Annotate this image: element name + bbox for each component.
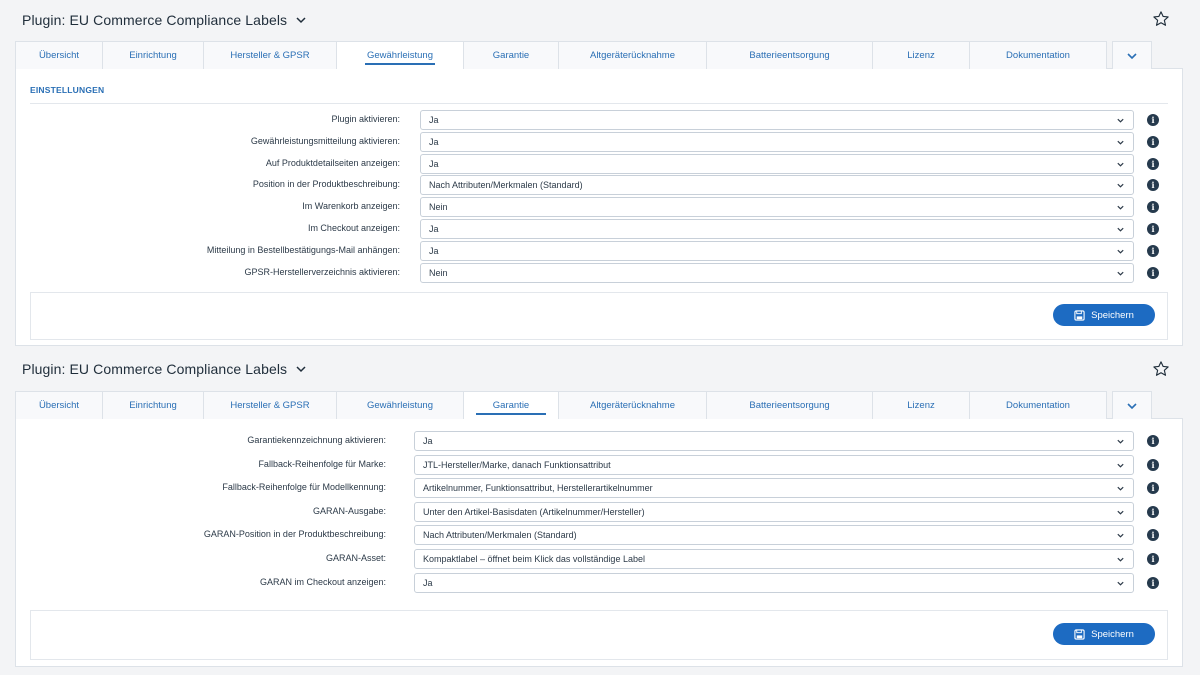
setting-label: GARAN-Position in der Produktbeschreibung: xyxy=(203,529,386,540)
info-icon[interactable]: i xyxy=(1147,114,1159,126)
tab-lizenz[interactable]: Lizenz xyxy=(872,391,970,419)
plugin-title: Plugin: EU Commerce Compliance Labels xyxy=(22,12,288,28)
tab-hersteller-gpsr[interactable]: Hersteller & GPSR xyxy=(203,391,337,419)
chevron-down-icon xyxy=(1116,160,1125,169)
setting-select[interactable] xyxy=(414,549,1134,569)
setting-value: Ja xyxy=(429,158,439,169)
setting-label: Im Checkout anzeigen: xyxy=(307,223,400,233)
setting-row xyxy=(0,263,1200,283)
tab-lizenz[interactable]: Lizenz xyxy=(872,41,970,69)
tab-bar-1 xyxy=(15,41,1183,69)
tab-hersteller-gpsr[interactable]: Hersteller & GPSR xyxy=(203,41,337,69)
info-icon[interactable]: i xyxy=(1147,158,1159,170)
chevron-down-icon xyxy=(1126,50,1138,62)
setting-row xyxy=(0,219,1200,239)
setting-value: Kompaktlabel – öffnet beim Klick das vollständige Label xyxy=(423,554,645,564)
setting-row xyxy=(0,431,1200,451)
chevron-down-icon xyxy=(1116,579,1125,588)
save-button-label: Speichern xyxy=(1091,309,1134,321)
setting-select[interactable] xyxy=(414,431,1134,451)
setting-value: JTL-Hersteller/Marke, danach Funktionsattribut xyxy=(423,459,611,470)
setting-label: Mitteilung in Bestellbestätigungs-Mail anhängen: xyxy=(206,244,400,255)
setting-select[interactable] xyxy=(420,219,1134,239)
setting-select[interactable] xyxy=(420,175,1134,195)
setting-row xyxy=(0,154,1200,174)
footer-box-2 xyxy=(30,610,1168,660)
tabs-more-button[interactable] xyxy=(1112,41,1152,69)
setting-label: Gewährleistungsmitteilung aktivieren: xyxy=(250,135,400,146)
setting-label: Auf Produktdetailseiten anzeigen: xyxy=(265,157,400,168)
tab-altgeraeteruecknahme[interactable]: Altgeräterücknahme xyxy=(558,391,707,419)
setting-row xyxy=(0,132,1200,152)
setting-select[interactable] xyxy=(420,110,1134,130)
tab-garantie[interactable]: Garantie xyxy=(463,41,559,69)
setting-label: GPSR-Herstellerverzeichnis aktivieren: xyxy=(244,266,400,277)
chevron-down-icon xyxy=(1126,400,1138,412)
setting-row xyxy=(0,549,1200,569)
setting-row xyxy=(0,197,1200,217)
setting-select[interactable] xyxy=(420,197,1134,217)
setting-value: Nach Attributen/Merkmalen (Standard) xyxy=(429,180,583,191)
tab-batterieentsorgung[interactable]: Batterieentsorgung xyxy=(706,391,873,419)
info-icon[interactable]: i xyxy=(1147,435,1159,447)
setting-value: Nein xyxy=(429,267,448,278)
setting-select[interactable] xyxy=(420,263,1134,283)
chevron-down-icon xyxy=(1116,247,1125,256)
info-icon[interactable]: i xyxy=(1147,267,1159,279)
save-icon xyxy=(1074,629,1085,640)
info-icon[interactable]: i xyxy=(1147,459,1159,471)
tab-uebersicht[interactable]: Übersicht xyxy=(15,391,103,419)
tab-altgeraeteruecknahme[interactable]: Altgeräterücknahme xyxy=(558,41,707,69)
setting-value: Nach Attributen/Merkmalen (Standard) xyxy=(423,530,577,541)
save-button[interactable] xyxy=(1053,623,1155,645)
setting-select[interactable] xyxy=(414,502,1134,522)
setting-value: Ja xyxy=(429,224,439,234)
info-icon[interactable]: i xyxy=(1147,529,1159,541)
setting-row xyxy=(0,573,1200,593)
setting-label: Plugin aktivieren: xyxy=(331,114,400,124)
info-icon[interactable]: i xyxy=(1147,245,1159,257)
setting-value: Ja xyxy=(429,136,439,147)
setting-select[interactable] xyxy=(414,525,1134,545)
setting-select[interactable] xyxy=(420,132,1134,152)
setting-label: Garantiekennzeichnung aktivieren: xyxy=(247,435,386,445)
setting-value: Ja xyxy=(423,436,433,446)
tab-uebersicht[interactable]: Übersicht xyxy=(15,41,103,69)
chevron-down-icon xyxy=(1116,508,1125,517)
chevron-down-icon xyxy=(1116,484,1125,493)
tab-batterieentsorgung[interactable]: Batterieentsorgung xyxy=(706,41,873,69)
chevron-down-icon xyxy=(1116,225,1125,234)
plugin-title: Plugin: EU Commerce Compliance Labels xyxy=(22,361,288,377)
setting-select[interactable] xyxy=(420,241,1134,261)
chevron-down-icon xyxy=(1116,181,1125,190)
plugin-header-2[interactable] xyxy=(22,358,307,380)
setting-label: Im Warenkorb anzeigen: xyxy=(302,201,400,212)
setting-value: Artikelnummer, Funktionsattribut, Herstellerartikelnummer xyxy=(423,483,653,494)
setting-select[interactable] xyxy=(414,455,1134,475)
setting-value: Ja xyxy=(429,245,439,256)
chevron-down-icon xyxy=(1116,461,1125,470)
tab-gewaehrleistung[interactable]: Gewährleistung xyxy=(336,391,464,419)
chevron-down-icon xyxy=(1116,531,1125,540)
plugin-header-1[interactable] xyxy=(22,9,307,31)
setting-row xyxy=(0,175,1200,195)
info-icon[interactable]: i xyxy=(1147,223,1159,235)
setting-row xyxy=(0,110,1200,130)
chevron-down-icon[interactable] xyxy=(295,14,307,26)
save-button-label: Speichern xyxy=(1091,628,1134,640)
setting-row xyxy=(0,455,1200,475)
setting-label: Fallback-Reihenfolge für Marke: xyxy=(258,458,386,469)
setting-label: Position in der Produktbeschreibung: xyxy=(252,179,400,190)
info-icon[interactable]: i xyxy=(1147,506,1159,518)
setting-label: GARAN-Ausgabe: xyxy=(312,505,386,516)
star-icon[interactable] xyxy=(1152,360,1170,378)
setting-label: GARAN im Checkout anzeigen: xyxy=(259,576,386,587)
chevron-down-icon xyxy=(1116,437,1125,446)
tab-dokumentation[interactable]: Dokumentation xyxy=(969,41,1107,69)
star-icon[interactable] xyxy=(1152,10,1170,28)
section-label-einstellungen: EINSTELLUNGEN xyxy=(30,85,105,95)
divider xyxy=(30,103,1168,104)
info-icon[interactable]: i xyxy=(1147,482,1159,494)
setting-select[interactable] xyxy=(420,154,1134,174)
info-icon[interactable]: i xyxy=(1147,553,1159,565)
info-icon[interactable]: i xyxy=(1147,179,1159,191)
info-icon[interactable]: i xyxy=(1147,201,1159,213)
tab-einrichtung[interactable]: Einrichtung xyxy=(102,41,204,69)
setting-value: Ja xyxy=(423,577,433,588)
setting-value: Nein xyxy=(429,202,448,213)
tab-bar-2 xyxy=(15,391,1183,419)
setting-row xyxy=(0,502,1200,522)
setting-label: GARAN-Asset: xyxy=(325,553,386,563)
chevron-down-icon xyxy=(1116,203,1125,212)
tabs-more-button[interactable] xyxy=(1112,391,1152,419)
save-icon xyxy=(1074,310,1085,321)
setting-select[interactable] xyxy=(414,573,1134,593)
save-button[interactable] xyxy=(1053,304,1155,326)
chevron-down-icon xyxy=(1116,138,1125,147)
setting-value: Ja xyxy=(429,115,439,125)
tab-garantie[interactable]: Garantie xyxy=(463,391,559,419)
setting-value: Unter den Artikel-Basisdaten (Artikelnummer/Hersteller) xyxy=(423,506,645,517)
setting-row xyxy=(0,478,1200,498)
chevron-down-icon xyxy=(1116,116,1125,125)
tab-dokumentation[interactable]: Dokumentation xyxy=(969,391,1107,419)
footer-box-1 xyxy=(30,292,1168,340)
chevron-down-icon xyxy=(1116,269,1125,278)
setting-row xyxy=(0,525,1200,545)
chevron-down-icon[interactable] xyxy=(295,363,307,375)
setting-label: Fallback-Reihenfolge für Modellkennung: xyxy=(222,482,386,493)
chevron-down-icon xyxy=(1116,555,1125,564)
setting-row xyxy=(0,241,1200,261)
info-icon[interactable]: i xyxy=(1147,577,1159,589)
info-icon[interactable]: i xyxy=(1147,136,1159,148)
tab-gewaehrleistung[interactable]: Gewährleistung xyxy=(336,41,464,69)
setting-select[interactable] xyxy=(414,478,1134,498)
tab-einrichtung[interactable]: Einrichtung xyxy=(102,391,204,419)
